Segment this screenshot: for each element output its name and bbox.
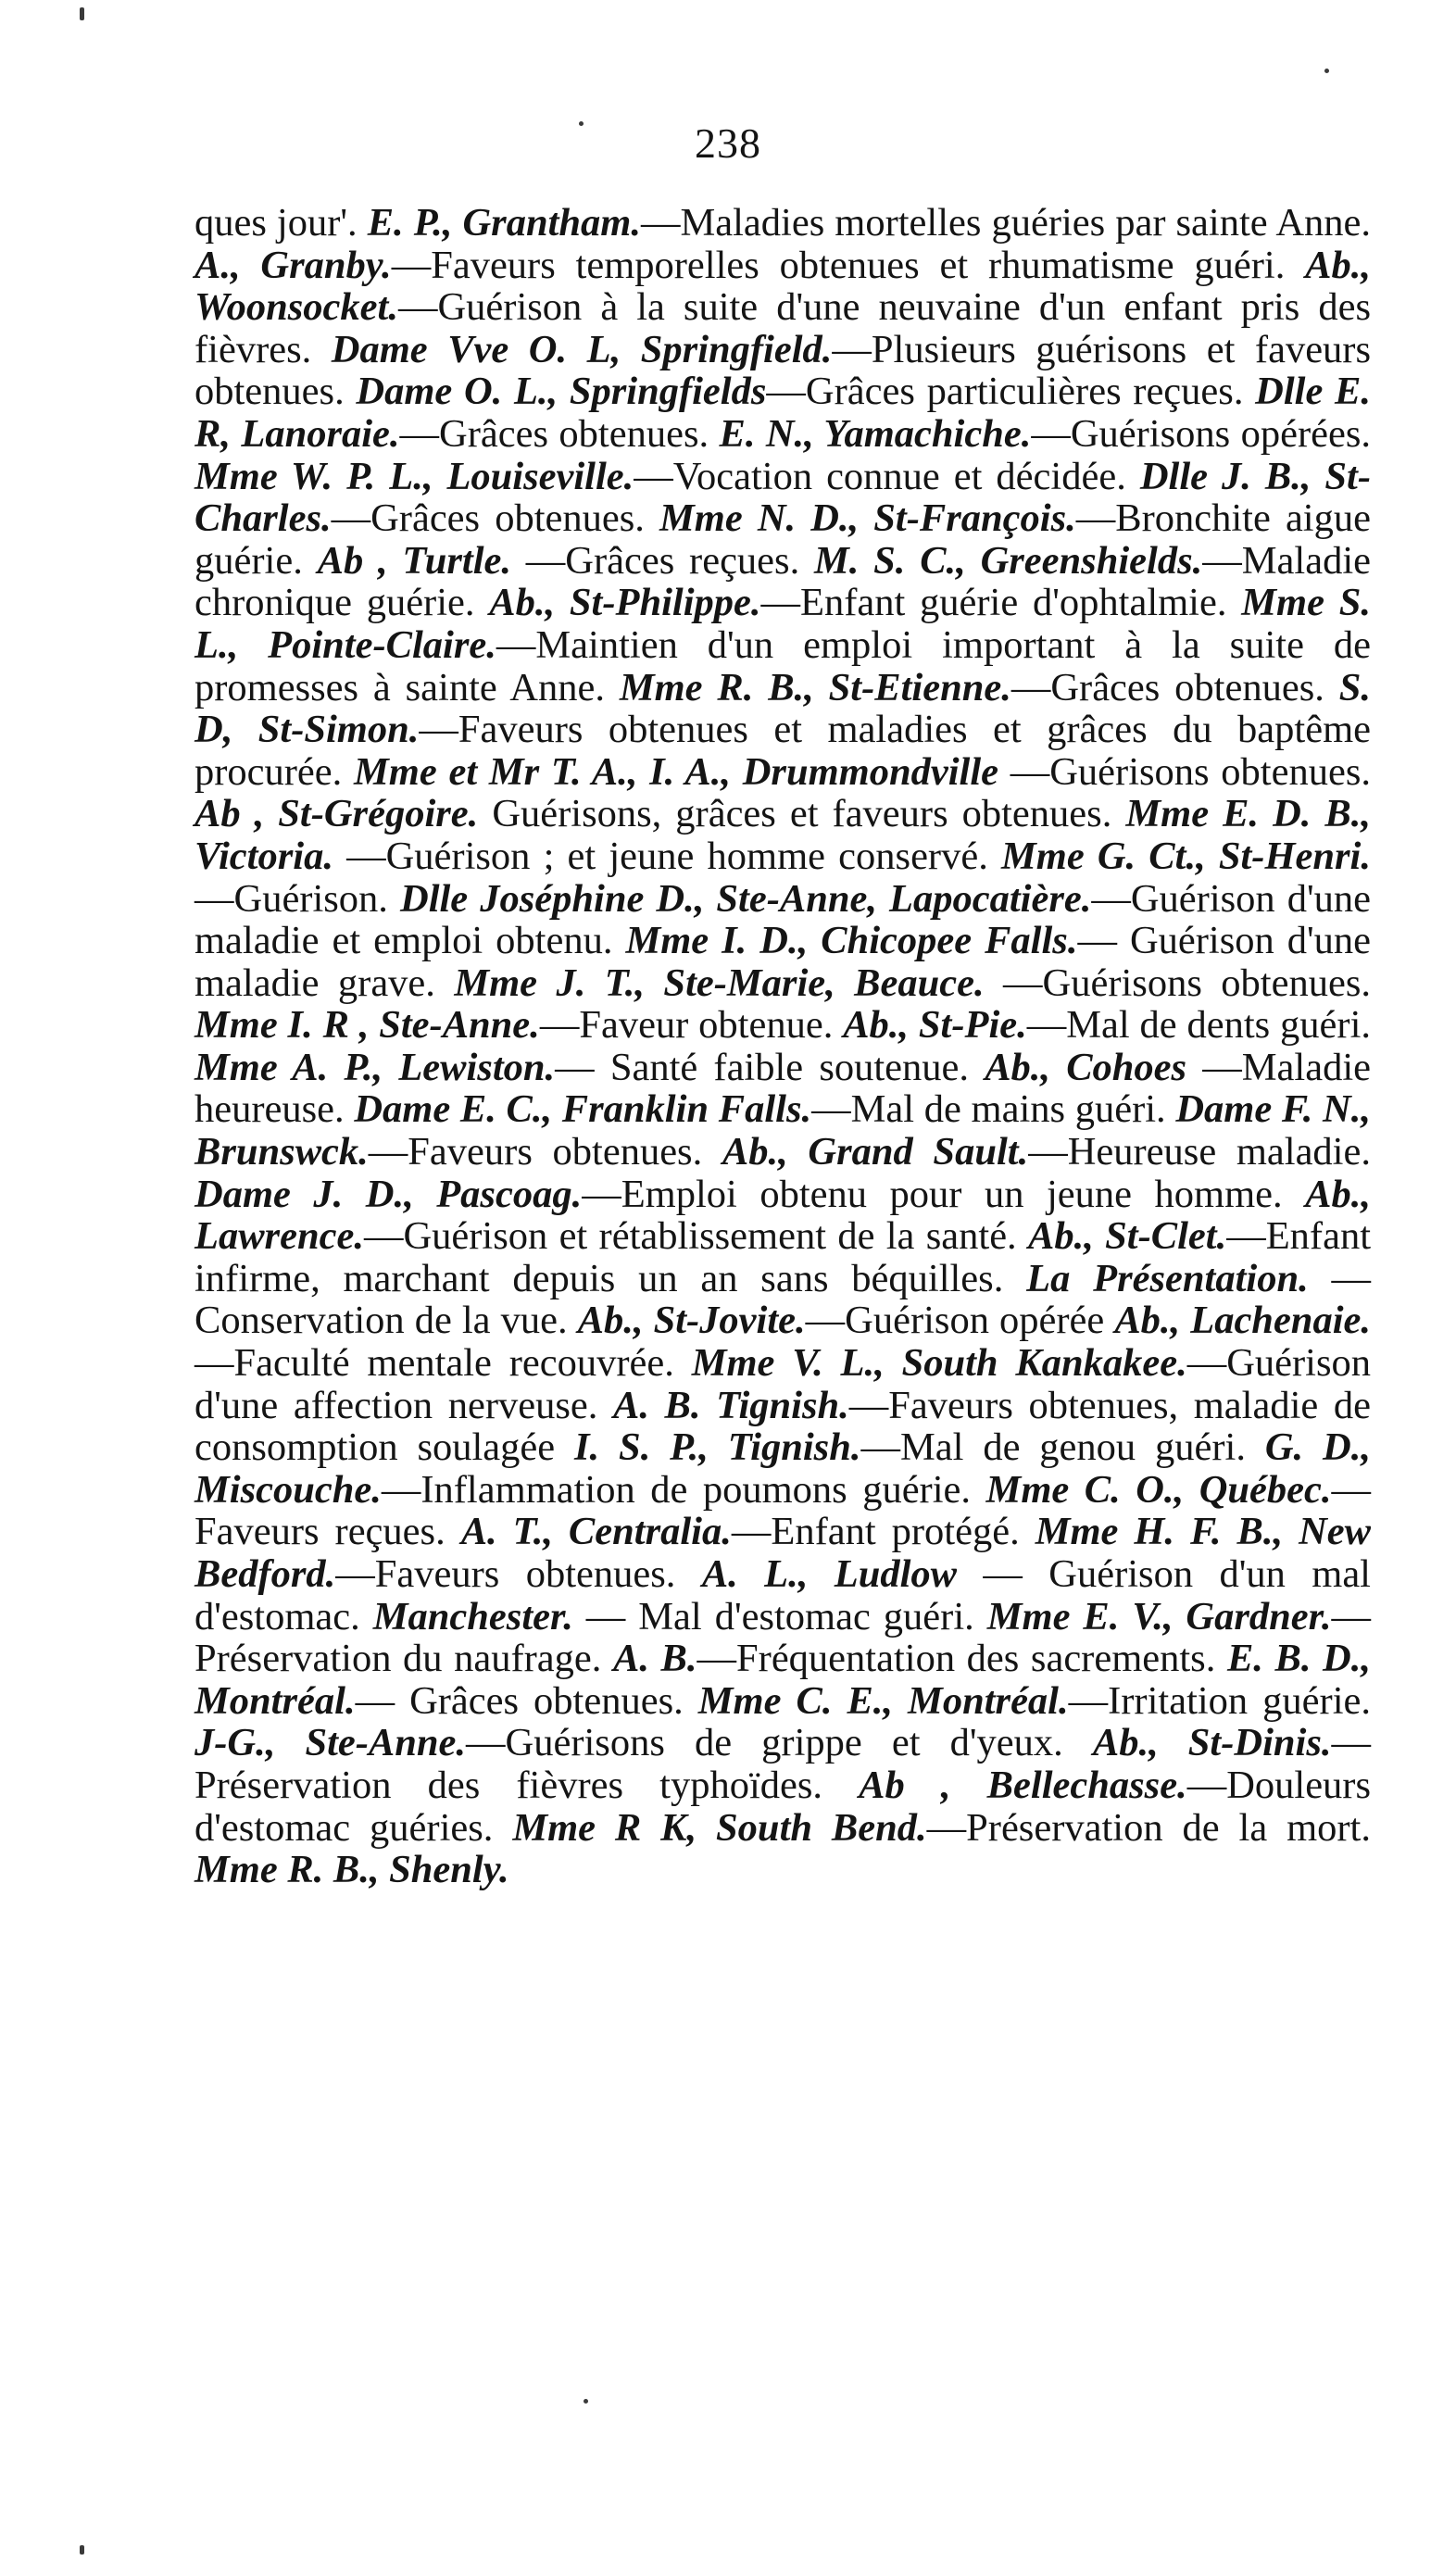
favor-text: —Faveurs obtenues et maladies et grâces du baptême procurée. xyxy=(195,708,1371,794)
favor-text: —Faveurs reçues. xyxy=(195,1467,1371,1554)
favor-text: —Faculté mentale recouvrée. xyxy=(195,1341,692,1386)
favor-text: —Fréquentation des sacrements. xyxy=(697,1637,1227,1681)
page-number: 238 xyxy=(695,119,761,167)
correspondent-name: Ab., St-Pie. xyxy=(843,1003,1027,1048)
favor-text: —Maladies mortelles guéries par sainte Anne. xyxy=(640,201,1371,245)
correspondent-name: A. B. Tignish. xyxy=(612,1383,849,1427)
favor-text: —Faveur obtenue. xyxy=(539,1003,844,1048)
correspondent-name: E. N., Yamachiche. xyxy=(719,411,1032,456)
correspondent-name: I. S. P., Tignish. xyxy=(574,1425,861,1470)
favor-text: —Mal de genou guéri. xyxy=(860,1425,1265,1470)
correspondent-name: Mme R. B., St-Etienne. xyxy=(619,665,1011,709)
correspondent-name: Mme S. L., Pointe-Claire. xyxy=(195,581,1371,667)
favor-text: —Guérison opérée xyxy=(805,1299,1115,1343)
correspondent-name: J-G., Ste-Anne. xyxy=(195,1721,467,1765)
correspondent-name: Ab., Lachenaie. xyxy=(1114,1299,1371,1343)
correspondent-name: Mme et Mr T. A., I. A., Drummondville xyxy=(354,749,998,794)
favor-text: — Grâces obtenues. xyxy=(355,1678,698,1723)
favor-text: —Guérisons opérées. xyxy=(1031,411,1371,456)
favor-text: — Préservation des fièvres typhoïdes. xyxy=(195,1721,1371,1807)
favor-text: —Guérison d'une affection nerveuse. xyxy=(195,1341,1372,1427)
favor-text: —Faveurs obtenues, maladie de consomption soulagée xyxy=(195,1383,1371,1470)
favor-text: —Inflammation de poumons guérie. xyxy=(381,1467,986,1512)
favor-text: —Guérison ; et jeune homme conservé. xyxy=(333,834,1001,878)
favor-text: ques jour'. xyxy=(195,201,368,245)
correspondent-name: Mme E. V., Gardner. xyxy=(986,1594,1332,1638)
correspondent-name: Mme A. P., Lewiston. xyxy=(195,1045,556,1089)
favor-text: —Grâces obtenues. xyxy=(331,496,659,541)
correspondent-name: Mme J. T., Ste-Marie, Beauce. xyxy=(454,960,985,1005)
favor-text: —Guérisons obtenues. xyxy=(998,749,1372,794)
favor-text: —Conservation de la vue. xyxy=(195,1256,1371,1343)
favor-text: —Grâces obtenues. xyxy=(1010,665,1339,709)
correspondent-name: Dlle E. R, Lanoraie. xyxy=(195,370,1371,456)
correspondent-name: Mme R. B., Shenly. xyxy=(195,1848,509,1892)
favor-text: —Plusieurs guérisons et faveurs obtenues. xyxy=(195,327,1371,414)
favor-text: —Guérison et rétablissement de la santé. xyxy=(363,1214,1028,1259)
favor-text: — Santé faible soutenue. xyxy=(555,1045,985,1089)
favor-text: — Guérison d'une maladie grave. xyxy=(195,919,1372,1005)
favor-text: — Guérison d'un mal d'estomac. xyxy=(195,1552,1371,1638)
correspondent-name: Manchester. xyxy=(372,1594,573,1638)
favor-text: —Vocation connue et décidée. xyxy=(634,454,1140,498)
favor-text: —Faveurs temporelles obtenues et rhumatisme guéri. xyxy=(391,243,1306,287)
correspondent-name: E. B. D., Montréal. xyxy=(195,1637,1372,1723)
correspondent-name: A. L., Ludlow xyxy=(701,1552,958,1596)
body-paragraph xyxy=(195,202,1371,1891)
correspondent-name: Mme H. F. B., New Bedford. xyxy=(195,1510,1371,1596)
correspondent-name: Mme R K, South Bend. xyxy=(512,1805,927,1850)
correspondent-name: Dame Vve O. L, Springfield. xyxy=(331,327,833,371)
correspondent-name: Ab , Bellechasse. xyxy=(859,1763,1187,1807)
favor-text: —Maladie heureuse. xyxy=(195,1045,1372,1132)
correspondent-name: Mme I. R , Ste-Anne. xyxy=(195,1003,540,1048)
favor-text: —Faveurs obtenues. xyxy=(335,1552,702,1596)
scan-speck xyxy=(80,2545,84,2555)
favor-text: —Faveurs obtenues. xyxy=(368,1130,722,1174)
correspondent-name: Ab., Grand Sault. xyxy=(722,1130,1029,1174)
favor-text: —Guérisons de grippe et d'yeux. xyxy=(466,1721,1093,1765)
favor-text: —Heureuse maladie. xyxy=(1028,1130,1371,1174)
correspondent-name: Dame F. N., Brunswck. xyxy=(195,1087,1371,1174)
correspondent-name: Mme V. L., South Kankakee. xyxy=(691,1341,1187,1386)
correspondent-name: A. T., Centralia. xyxy=(460,1510,732,1554)
favor-text: —Guérison d'une maladie et emploi obtenu. xyxy=(195,876,1371,963)
favor-text: Guérisons, grâces et faveurs obtenues. xyxy=(478,792,1126,836)
scan-speck xyxy=(80,7,84,20)
correspondent-name: Mme C. E., Montréal. xyxy=(697,1678,1069,1723)
favor-text: —Douleurs d'estomac guéries. xyxy=(195,1763,1371,1850)
favor-text: —Grâces particulières reçues. xyxy=(766,370,1256,414)
correspondent-name: Ab., St-Clet. xyxy=(1028,1214,1227,1259)
correspondent-name: Mme N. D., St-François. xyxy=(659,496,1076,541)
correspondent-name: Ab., St-Jovite. xyxy=(577,1299,806,1343)
favor-text: —Guérison. xyxy=(195,876,400,921)
correspondent-name: Ab., St-Philippe. xyxy=(489,581,761,625)
favor-text: —Grâces obtenues. xyxy=(399,411,720,456)
favor-text: —Bronchite aigue guérie. xyxy=(195,496,1371,583)
favor-text: —Maladie chronique guérie. xyxy=(195,538,1371,625)
correspondent-name: Ab., Lawrence. xyxy=(195,1172,1371,1259)
correspondent-name: Mme E. D. B., Victoria. xyxy=(195,792,1372,878)
correspondent-name: Dlle J. B., St-Charles. xyxy=(195,454,1371,541)
favor-text: —Maintien d'un emploi important à la suite de promesses à sainte Anne. xyxy=(195,622,1371,709)
favor-text: —Emploi obtenu pour un jeune homme. xyxy=(582,1172,1306,1216)
correspondent-name: G. D., Miscouche. xyxy=(195,1425,1371,1512)
favor-text: —Enfant guérie d'ophtalmie. xyxy=(760,581,1242,625)
favor-text: —Mal de mains guéri. xyxy=(811,1087,1176,1132)
correspondent-name: E. P., Grantham. xyxy=(367,201,641,245)
correspondent-name: Mme I. D., Chicopee Falls. xyxy=(625,919,1078,963)
correspondent-name: Ab., St-Dinis. xyxy=(1092,1721,1332,1765)
correspondent-name: M. S. C., Greenshields. xyxy=(813,538,1203,583)
favor-text: — Mal d'estomac guéri. xyxy=(572,1594,987,1638)
correspondent-name: Dame J. D., Pascoag. xyxy=(195,1172,583,1216)
favor-text: —Enfant infirme, marchant depuis un an sans béquilles. xyxy=(195,1214,1372,1300)
correspondent-name: Dlle Joséphine D., Ste-Anne, Lapocatière. xyxy=(400,876,1092,921)
scan-speck xyxy=(584,2399,588,2404)
correspondent-name: Mme C. O., Québec. xyxy=(985,1467,1332,1512)
correspondent-name: Ab., Cohoes xyxy=(985,1045,1187,1089)
favor-text: —Grâces reçues. xyxy=(511,538,814,583)
scan-speck xyxy=(1324,69,1329,73)
favor-text: —Préservation de la mort. xyxy=(926,1805,1371,1850)
favor-text: —Guérison à la suite d'une neuvaine d'un enfant pris des fièvres. xyxy=(195,285,1371,371)
correspondent-name: A., Granby. xyxy=(195,243,392,287)
correspondent-name: Mme W. P. L., Louiseville. xyxy=(195,454,634,498)
correspondent-name: Ab , St-Grégoire. xyxy=(195,792,479,836)
correspondent-name: A. B. xyxy=(612,1637,697,1681)
correspondent-name: Ab., Woonsocket. xyxy=(195,243,1371,330)
favor-text: —Enfant protégé. xyxy=(731,1510,1036,1554)
favor-text: —Mal de dents guéri. xyxy=(1026,1003,1372,1048)
correspondent-name: La Présentation. xyxy=(1026,1256,1309,1300)
correspondent-name: Dame O. L., Springfields xyxy=(356,370,767,414)
favor-text: —Préservation du naufrage. xyxy=(195,1594,1371,1681)
correspondent-name: S. D, St-Simon. xyxy=(195,665,1371,752)
body-text xyxy=(195,202,1371,1891)
correspondent-name: Mme G. Ct., St-Henri. xyxy=(1000,834,1371,878)
favor-text: —Irritation guérie. xyxy=(1068,1678,1371,1723)
favor-text: —Guérisons obtenues. xyxy=(984,960,1371,1005)
correspondent-name: Dame E. C., Franklin Falls. xyxy=(354,1087,812,1132)
correspondent-name: Ab , Turtle. xyxy=(317,538,512,583)
